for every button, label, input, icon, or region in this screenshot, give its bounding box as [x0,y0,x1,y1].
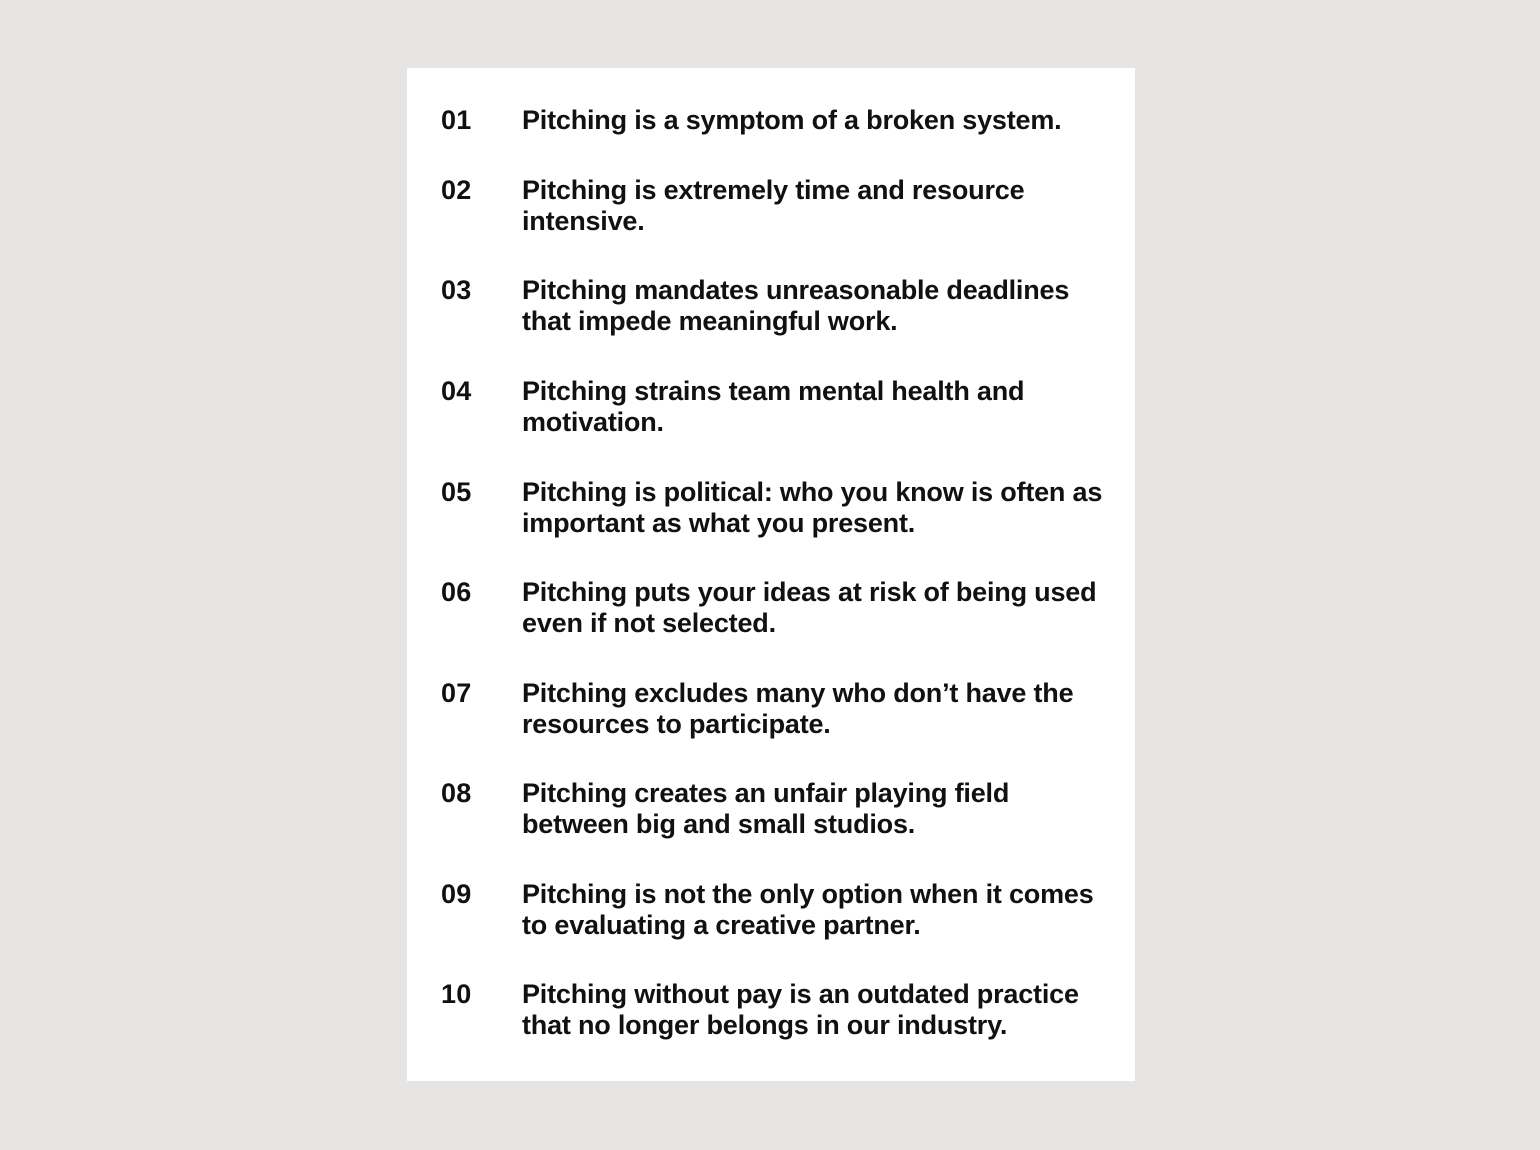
list-item [407,477,1135,557]
item-number: 02 [441,175,472,205]
document-sheet [407,68,1135,1081]
item-number: 08 [441,778,472,808]
item-text: Pitching creates an unfair playing field between big and small studios. [522,778,1010,839]
list-item [407,175,1135,255]
item-number: 09 [441,879,472,909]
item-text: Pitching excludes many who don’t have the resources to participate. [522,678,1074,739]
item-text: Pitching is not the only option when it comes to evaluating a creative partner. [522,879,1094,940]
item-number: 03 [441,275,472,305]
list-item [407,105,1135,185]
list-item [407,376,1135,456]
list-item [407,678,1135,758]
item-text: Pitching puts your ideas at risk of being used even if not selected. [522,577,1097,638]
item-number: 04 [441,376,472,406]
item-number: 07 [441,678,472,708]
item-number: 05 [441,477,472,507]
item-text: Pitching without pay is an outdated practice that no longer belongs in our industry. [522,979,1079,1040]
list-item [407,979,1135,1059]
list-item [407,275,1135,355]
item-text: Pitching is extremely time and resource intensive. [522,175,1025,236]
item-number: 10 [441,979,472,1009]
list-item [407,879,1135,959]
item-text: Pitching is political: who you know is often as important as what you present. [522,477,1103,538]
item-number: 01 [441,105,472,135]
item-number: 06 [441,577,472,607]
item-text: Pitching is a symptom of a broken system. [522,105,1062,135]
list-item [407,577,1135,657]
item-text: Pitching mandates unreasonable deadlines that impede meaningful work. [522,275,1070,336]
list-item [407,778,1135,858]
item-text: Pitching strains team mental health and motivation. [522,376,1025,437]
